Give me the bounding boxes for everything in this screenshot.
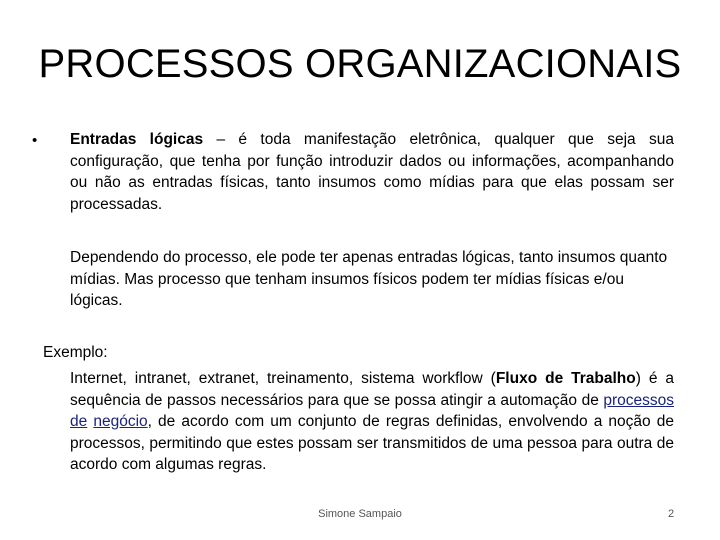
- bullet-marker: •: [32, 132, 38, 149]
- link-negocio[interactable]: negócio: [93, 413, 148, 430]
- footer-author: Simone Sampaio: [318, 508, 402, 520]
- example-text-before: Internet, intranet, extranet, treinamento, sistema workflow (: [70, 370, 496, 387]
- link-de[interactable]: de: [70, 413, 88, 430]
- paragraph-2: Dependendo do processo, ele pode ter apenas entradas lógicas, tanto insumos quanto mídias. Mas processo que tenham insumos físicos podem ter mídias físicas e/ou lógicas.: [70, 249, 668, 309]
- page-number: 2: [668, 508, 675, 520]
- example-bold-term: Fluxo de Trabalho: [495, 370, 636, 387]
- link-processos[interactable]: processos: [603, 391, 674, 409]
- example-label: Exemplo:: [43, 344, 108, 361]
- example-text-after: ) é a sequência de passos necessários para que se possa atingir a automação de: [70, 370, 674, 409]
- bullet-term: Entradas lógicas: [70, 131, 204, 148]
- bullet-definition: – é toda manifestação eletrônica, qualquer que seja sua configuração, que tenha por função introduzir dados ou informações, acompanhando ou não as entradas físicas, tanto insumos como mídias para que elas possam ser processadas.: [70, 131, 674, 213]
- bullet-paragraph: [70, 129, 674, 215]
- example-text-end: , de acordo com um conjunto de regras definidas, envolvendo a noção de processos, permitindo que estes possam ser transmitidos de uma pessoa para outra de acordo com algumas regras.: [70, 413, 674, 473]
- example-paragraph: [70, 368, 674, 476]
- slide-title: PROCESSOS ORGANIZACIONAIS: [38, 42, 682, 86]
